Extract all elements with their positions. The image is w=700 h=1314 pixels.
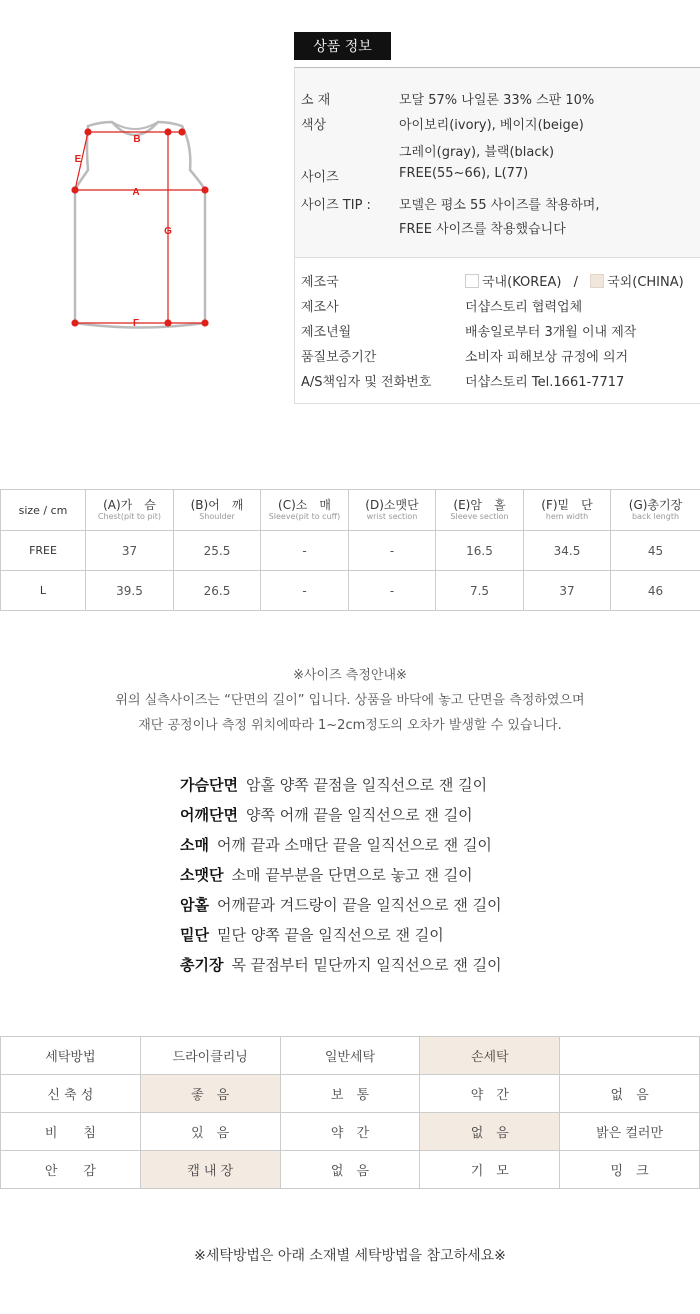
- table-cell: 신 축 성: [1, 1075, 141, 1113]
- table-cell: 25.5: [174, 531, 261, 571]
- table-cell: -: [261, 571, 349, 611]
- table-cell: 약 간: [280, 1113, 420, 1151]
- product-info-title: 상품 정보: [294, 32, 391, 60]
- garment-measurement-diagram: [40, 90, 250, 360]
- table-row: [1, 1037, 700, 1075]
- table-cell: 비 침: [1, 1113, 141, 1151]
- header-hem: (F)밑 단 hem width: [524, 490, 611, 531]
- country-value: [465, 271, 684, 290]
- color-value-1: 아이보리(ivory), 베이지(beige): [399, 118, 584, 133]
- table-cell: 46: [611, 571, 700, 611]
- table-cell: 37: [86, 531, 174, 571]
- table-cell: 드라이클리닝: [140, 1037, 280, 1075]
- header-shoulder: (B)어 깨 Shoulder: [174, 490, 261, 531]
- header-chest: (A)가 슴 Chest(pit to pit): [86, 490, 174, 531]
- table-cell: 7.5: [436, 571, 524, 611]
- color-value-2: 그레이(gray), 블랙(black): [399, 145, 555, 160]
- table-cell: 밝은 컬러만: [560, 1113, 700, 1151]
- header-length: (G)총기장 back length: [611, 490, 700, 531]
- list-item: 암홀 어깨끝과 겨드랑이 끝을 일직선으로 잰 길이: [180, 896, 502, 914]
- row-label: FREE: [1, 531, 86, 571]
- warranty-value: 소비자 피해보상 규정에 의거: [465, 350, 629, 365]
- wash-note: ※세탁방법은 아래 소재별 세탁방법을 참고하세요※: [194, 1248, 506, 1264]
- maker-key: 제조사: [301, 300, 339, 315]
- table-row: [1, 1075, 700, 1113]
- table-cell-selected: 손세탁: [420, 1037, 560, 1075]
- color-key: 색상: [301, 118, 327, 133]
- header-sleeve: (C)소 매 Sleeve(pit to cuff): [261, 490, 349, 531]
- material-key: 소 재: [301, 93, 331, 108]
- table-cell: [560, 1037, 700, 1075]
- size-tip-value-2: FREE 사이즈를 착용했습니다: [399, 222, 566, 237]
- label-g: G: [164, 226, 172, 237]
- label-f: F: [132, 318, 140, 329]
- garment-outline: [75, 122, 205, 328]
- date-value: 배송일로부터 3개월 이내 제작: [465, 325, 637, 340]
- table-cell: -: [349, 531, 436, 571]
- table-cell: 39.5: [86, 571, 174, 611]
- list-item: 소매 어깨 끝과 소매단 끝을 일직선으로 잰 길이: [180, 836, 492, 854]
- table-cell: -: [349, 571, 436, 611]
- checkbox-korea: [465, 274, 479, 288]
- as-key: A/S책임자 및 전화번호: [301, 375, 432, 390]
- row-label: L: [1, 571, 86, 611]
- size-value: FREE(55~66), L(77): [399, 166, 529, 181]
- table-cell: 없 음: [280, 1151, 420, 1189]
- table-row: [1, 531, 700, 571]
- table-cell: 세탁방법: [1, 1037, 141, 1075]
- table-cell: 26.5: [174, 571, 261, 611]
- notes-line-1: 위의 실측사이즈는 “단면의 길이” 입니다. 상품을 바닥에 놓고 단면을 측정하였으며: [115, 693, 585, 708]
- table-cell: -: [261, 531, 349, 571]
- size-table-header: [1, 490, 700, 531]
- maker-value: 더샵스토리 협력업체: [465, 300, 583, 315]
- size-table-corner: size / cm: [1, 490, 86, 531]
- size-tip-value-1: 모델은 평소 55 사이즈를 착용하며,: [399, 198, 600, 213]
- table-cell: 약 간: [420, 1075, 560, 1113]
- manufacture-info-box: [294, 257, 700, 404]
- table-cell: 있 음: [140, 1113, 280, 1151]
- header-wrist: (D)소맷단 wrist section: [349, 490, 436, 531]
- size-key: 사이즈: [301, 170, 339, 185]
- list-item: 총기장 목 끝점부터 밑단까지 일직선으로 잰 길이: [180, 956, 502, 974]
- table-cell: 안 감: [1, 1151, 141, 1189]
- label-b: B: [133, 134, 141, 145]
- table-row: [1, 1151, 700, 1189]
- table-cell-selected: 좋 음: [140, 1075, 280, 1113]
- list-item: 어깨단면 양쪽 어깨 끝을 일직선으로 잰 길이: [180, 806, 473, 824]
- country-china: 국외(CHINA): [607, 275, 684, 290]
- list-item: 소맷단 소매 끝부분을 단면으로 놓고 잰 길이: [180, 866, 473, 884]
- table-row: [1, 571, 700, 611]
- notes-line-2: 재단 공정이나 측정 위치에따라 1~2cm정도의 오차가 발생할 수 있습니다.: [138, 718, 562, 733]
- table-row: [1, 1113, 700, 1151]
- as-value: 더샵스토리 Tel.1661-7717: [465, 375, 625, 390]
- size-table: [0, 489, 700, 611]
- table-cell: 34.5: [524, 531, 611, 571]
- country-slash: /: [573, 275, 578, 290]
- table-cell: 일반세탁: [280, 1037, 420, 1075]
- table-cell: 37: [524, 571, 611, 611]
- table-cell-selected: 캡 내 장: [140, 1151, 280, 1189]
- notes-title: ※사이즈 측정안내※: [293, 668, 407, 683]
- table-cell: 45: [611, 531, 700, 571]
- size-tip-key: 사이즈 TIP :: [301, 198, 371, 213]
- date-key: 제조년월: [301, 325, 352, 340]
- warranty-key: 품질보증기간: [301, 350, 377, 365]
- table-cell: 밍 크: [560, 1151, 700, 1189]
- country-key: 제조국: [301, 275, 339, 290]
- table-cell: 기 모: [420, 1151, 560, 1189]
- label-a: A: [132, 187, 140, 198]
- list-item: 밑단 밑단 양쪽 끝을 일직선으로 잰 길이: [180, 926, 444, 944]
- label-e: E: [74, 154, 82, 165]
- wash-table: [0, 1036, 700, 1189]
- checkbox-china: [590, 274, 604, 288]
- table-cell: 없 음: [560, 1075, 700, 1113]
- product-info-box: [294, 67, 700, 258]
- header-armhole: (E)암 홀 Sleeve section: [436, 490, 524, 531]
- table-cell-selected: 없 음: [420, 1113, 560, 1151]
- country-korea: 국내(KOREA): [482, 275, 562, 290]
- material-value: 모달 57% 나일론 33% 스판 10%: [399, 93, 595, 108]
- table-cell: 16.5: [436, 531, 524, 571]
- table-cell: 보 통: [280, 1075, 420, 1113]
- list-item: 가슴단면 암홀 양쪽 끝점을 일직선으로 잰 길이: [180, 776, 488, 794]
